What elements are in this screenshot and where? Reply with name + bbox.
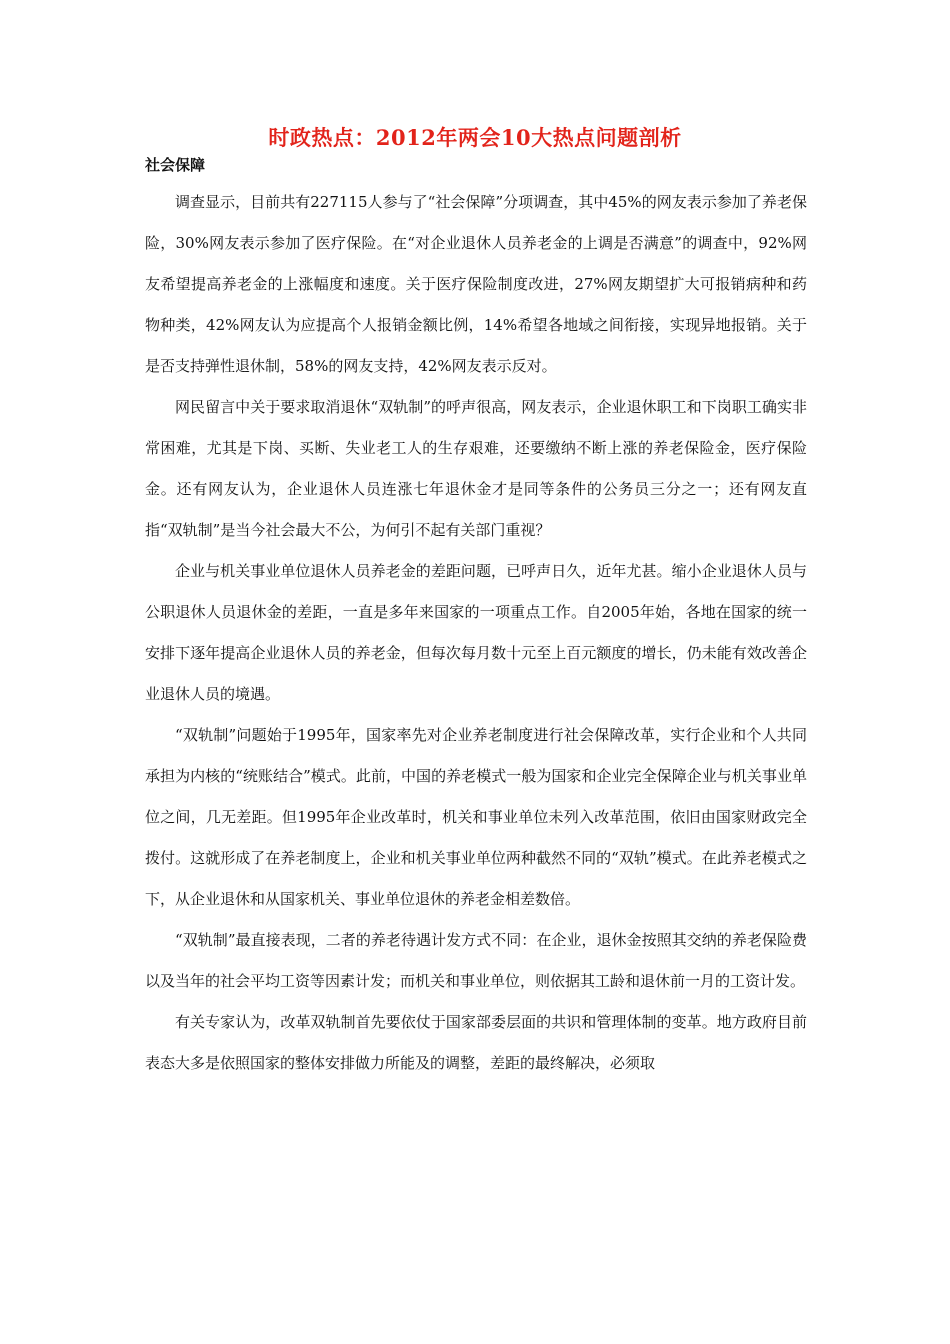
document-title: 时政热点：2012年两会10大热点问题剖析: [268, 125, 682, 150]
paragraph-6: 有关专家认为，改革双轨制首先要依仗于国家部委层面的共识和管理体制的变革。地方政府目前表态大多是依照国家的整体安排做力所能及的调整，差距的最终解决，必须取: [145, 1013, 807, 1072]
document-body: [145, 182, 807, 1084]
paragraph-4: “双轨制”问题始于1995年，国家率先对企业养老制度进行社会保障改革，实行企业和个人共同承担为内核的“统账结合”模式。此前，中国的养老模式一般为国家和企业完全保障企业与机关事业单位之间，几无差距。但1995年企业改革时，机关和事业单位未列入改革范围，依旧由国家财政完全拨付。这就形成了在养老制度上，企业和机关事业单位两种截然不同的“双轨”模式。在此养老模式之下，从企业退休和从国家机关、事业单位退休的养老金相差数倍。: [145, 726, 807, 908]
paragraph-5: “双轨制”最直接表现，二者的养老待遇计发方式不同：在企业，退休金按照其交纳的养老保险费以及当年的社会平均工资等因素计发；而机关和事业单位，则依据其工龄和退休前一月的工资计发。: [145, 931, 807, 990]
paragraph-3: 企业与机关事业单位退休人员养老金的差距问题，已呼声日久，近年尤甚。缩小企业退休人员与公职退休人员退休金的差距，一直是多年来国家的一项重点工作。自2005年始，各地在国家的统一安排下逐年提高企业退休人员的养老金，但每次每月数十元至上百元额度的增长，仍未能有效改善企业退休人员的境遇。: [145, 562, 807, 703]
section-heading: 社会保障: [145, 156, 206, 174]
paragraph-2: 网民留言中关于要求取消退休“双轨制”的呼声很高，网友表示，企业退休职工和下岗职工确实非常困难，尤其是下岗、买断、失业老工人的生存艰难，还要缴纳不断上涨的养老保险金，医疗保险金。还有网友认为，企业退休人员连涨七年退休金才是同等条件的公务员三分之一；还有网友直指“双轨制”是当今社会最大不公，为何引不起有关部门重视？: [145, 398, 807, 539]
paragraph-1: 调查显示，目前共有227115人参与了“社会保障”分项调查，其中45%的网友表示参加了养老保险，30%网友表示参加了医疗保险。在“对企业退休人员养老金的上调是否满意”的调查中，92%网友希望提高养老金的上涨幅度和速度。关于医疗保险制度改进，27%网友期望扩大可报销病种和药物种类，42%网友认为应提高个人报销金额比例，14%希望各地域之间衔接，实现异地报销。关于是否支持弹性退休制，58%的网友支持，42%网友表示反对。: [145, 193, 807, 375]
